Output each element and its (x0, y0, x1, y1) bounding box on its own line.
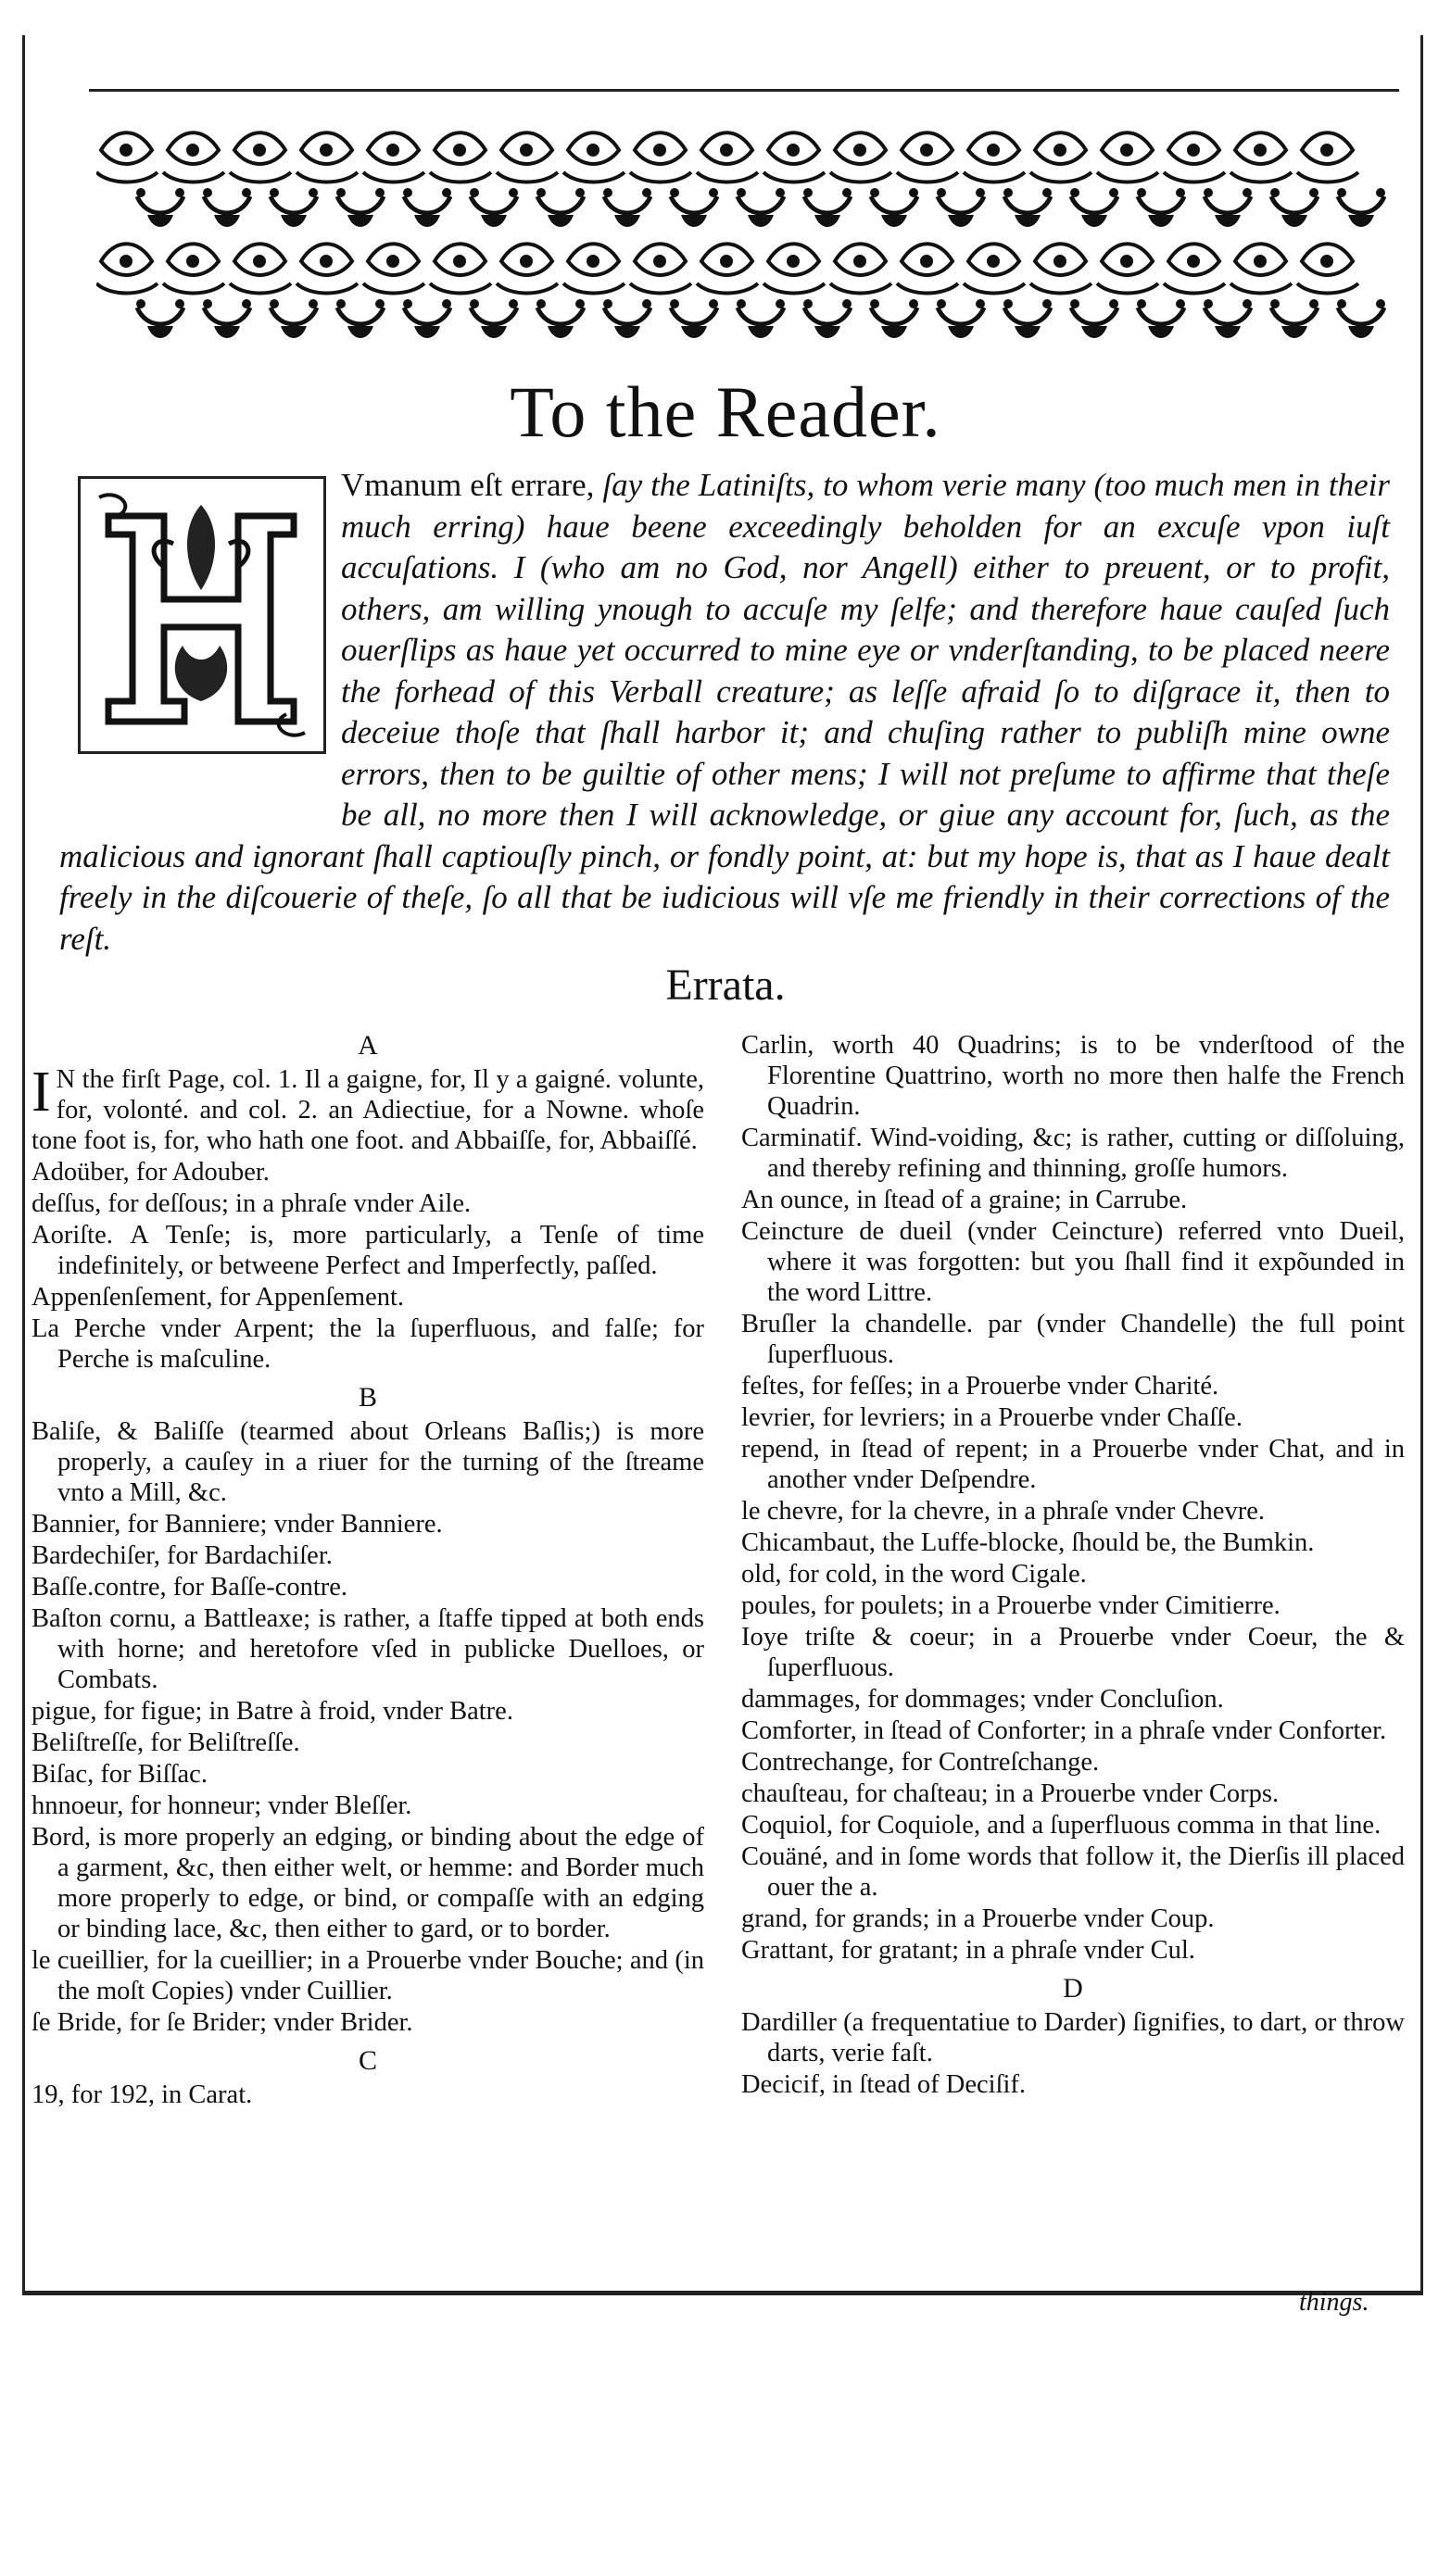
ornamental-headpiece (96, 122, 1392, 356)
errata-entry: Coquiol, for Coquiole, and a ſuperfluous comma in that line. (741, 1811, 1382, 1840)
errata-entry: Baſton cornu, a Battleaxe; is rather, a ſtaffe tipped at both ends with horne; and heretofore vſed in publicke Duelloes, or Combats. (32, 1604, 704, 1694)
errata-entry: Baſſe.contre, for Baſſe-contre. (32, 1573, 348, 1602)
errata-right-column (741, 1030, 1405, 2101)
errata-entry: le chevre, for la chevre, in a phraſe vnder Chevre. (741, 1497, 1265, 1526)
errata-entry: Ioye triſte & coeur; in a Prouerbe vnder Coeur, the & ſuperfluous. (741, 1623, 1405, 1682)
errata-entry: Bruſler la chandelle. par (vnder Chandelle) the full point ſuperfluous. (741, 1310, 1405, 1369)
errata-letter-heading: C (358, 2045, 377, 2076)
errata-entry: poules, for poulets; in a Prouerbe vnder Cimitierre. (741, 1591, 1281, 1620)
errata-entry: Couäné, and in ſome words that follow it, the Dierſis ill placed ouer the a. (741, 1842, 1405, 1902)
errata-entry: Grattant, for gratant; in a phraſe vnder Cul. (741, 1936, 1195, 1965)
errata-entry: Aoriſte. A Tenſe; is, more particularly, a Tenſe of time indefinitely, or betweene Perfect and Imperfectly, paſſed. (32, 1221, 704, 1280)
errata-entry: Bardechiſer, for Bardachiſer. (32, 1541, 333, 1570)
errata-entry: old, for cold, in the word Cigale. (741, 1560, 1087, 1589)
errata-heading: Errata. (665, 961, 786, 1010)
errata-entry: Chicambaut, the Luffe-blocke, ſhould be, the Bumkin. (741, 1528, 1315, 1557)
errata-entry: Baliſe, & Baliſſe (tearmed about Orleans Baſlis;) is more properly, a cauſey in a riuer for the turning of the ſtreame vnto a Mill, &c. (32, 1417, 704, 1507)
errata-entry: Dardiller (a frequentatiue to Darder) ſignifies, to dart, or throw darts, verie faſt. (741, 2008, 1405, 2067)
errata-letter-heading: A (358, 1030, 378, 1061)
top-rule (89, 89, 1399, 92)
errata-entry: An ounce, in ſtead of a graine; in Carrube. (741, 1186, 1188, 1214)
errata-entry: deſſus, for deſſous; in a phraſe vnder Aile. (32, 1189, 472, 1218)
errata-entry: chauſteau, for chaſteau; in a Prouerbe vnder Corps. (741, 1779, 1280, 1808)
errata-entry: le cueillier, for la cueillier; in a Prouerbe vnder Bouche; and (in the moſt Copies) vnder Cuillier. (32, 1946, 704, 2005)
errata-entry: IN the firſt Page, col. 1. Il a gaigne, for, Il y a gaigné. volunte, for, volonté. and col. 2. an Adiectiue, for a Nowne. whoſe tone foot is, for, who hath one foot. and Abbaiſſe, for, Abbaiſſé. (32, 1061, 704, 1155)
preface-lead: Vmanum eſt errare, (341, 467, 595, 503)
errata-entry: repend, in ſtead of repent; in a Prouerbe vnder Chat, and in another vnder Deſpendre. (741, 1435, 1405, 1494)
errata-entry: dammages, for dommages; vnder Concluſion. (741, 1685, 1224, 1714)
page-title: To the Reader. (510, 371, 941, 452)
errata-entry: hnnoeur, for honneur; vnder Bleſſer. (32, 1791, 412, 1820)
errata-entry: pigue, for figue; in Batre à froid, vnder Batre. (32, 1697, 513, 1726)
errata-entry: Decicif, in ſtead of Deciſif. (741, 2070, 1027, 2099)
errata-entry: Carlin, worth 40 Quadrins; is to be vnderſtood of the Florentine Quattrino, worth no more then halfe the French Quadrin. (741, 1031, 1405, 1121)
errata-entry: Bord, is more properly an edging, or binding about the edge of a garment, &c, then either welt, or hemme: and Border much more properly to edge, or bind, or compaſſe with an edging or binding lace, &c, then either to gard, or to border. (32, 1823, 704, 1943)
catchword: things. (1299, 2288, 1369, 2317)
errata-entry: 19, for 192, in Carat. (32, 2080, 253, 2109)
errata-letter-heading: B (358, 1382, 377, 1413)
errata-left-column (32, 1023, 704, 2111)
errata-entry: Appenſenſement, for Appenſement. (32, 1283, 405, 1312)
errata-entry: ſe Bride, for ſe Brider; vnder Brider. (32, 2008, 413, 2037)
errata-entry: levrier, for levriers; in a Prouerbe vnder Chaſſe. (741, 1403, 1243, 1432)
errata-entry: Beliſtreſſe, for Beliſtreſſe. (32, 1728, 300, 1757)
errata-entry: Bannier, for Banniere; vnder Banniere. (32, 1510, 443, 1539)
errata-entry: Ceincture de dueil (vnder Ceincture) referred vnto Dueil, where it was forgotten: but you ſhall find it expõunded in the word Littre. (741, 1217, 1405, 1307)
errata-entry: feſtes, for feſſes; in a Prouerbe vnder Charité. (741, 1372, 1219, 1401)
errata-entry: Carminatif. Wind-voiding, &c; is rather, cutting or diſſoluing, and thereby refining and thinning, groſſe humors. (741, 1124, 1405, 1183)
initial-spacer (59, 465, 341, 797)
errata-entry: grand, for grands; in a Prouerbe vnder Coup. (741, 1904, 1215, 1933)
errata-entry: La Perche vnder Arpent; the la ſuperfluous, and falſe; for Perche is maſculine. (32, 1314, 704, 1374)
preface-text: ſay the Latiniſts, to whom verie many (too much men in their much erring) haue beene exceedingly beholden for an excuſe vpon iuſt accuſations. I (who am no God, nor Angell) either to preuent, or to profit, others, am willing ynough to accuſe my ſelfe; and therefore haue cauſed ſuch ouerſlips as haue yet occurred to mine eye or vnderſtanding, to be placed neere the forhead of this Verball creature; as leſſe afraid ſo to diſgrace it, then to deceiue thoſe that ſhall harbor it; and chuſing rather to publiſh mine owne errors, then to be guiltie of other mens; I will not preſume to affirme that theſe be all, no more then I will acknowledge, or giue any account for, ſuch, as the malicious and ignorant ſhall captiouſly pinch, or fondly point, at: but my hope is, that as I haue dealt freely in the diſcouerie of theſe, ſo all that be iudicious will vſe me friendly in their corrections of the reſt. (59, 467, 1391, 957)
errata-entry: Contrechange, for Contreſchange. (741, 1748, 1100, 1777)
errata-entry: Adoüber, for Adouber. (32, 1158, 270, 1187)
errata-entry: Biſac, for Biſſac. (32, 1760, 208, 1789)
errata-letter-heading: D (1063, 1973, 1083, 2004)
errata-entry: Comforter, in ſtead of Conforter; in a phraſe vnder Conforter. (741, 1716, 1387, 1745)
reader-preface (59, 465, 1390, 960)
